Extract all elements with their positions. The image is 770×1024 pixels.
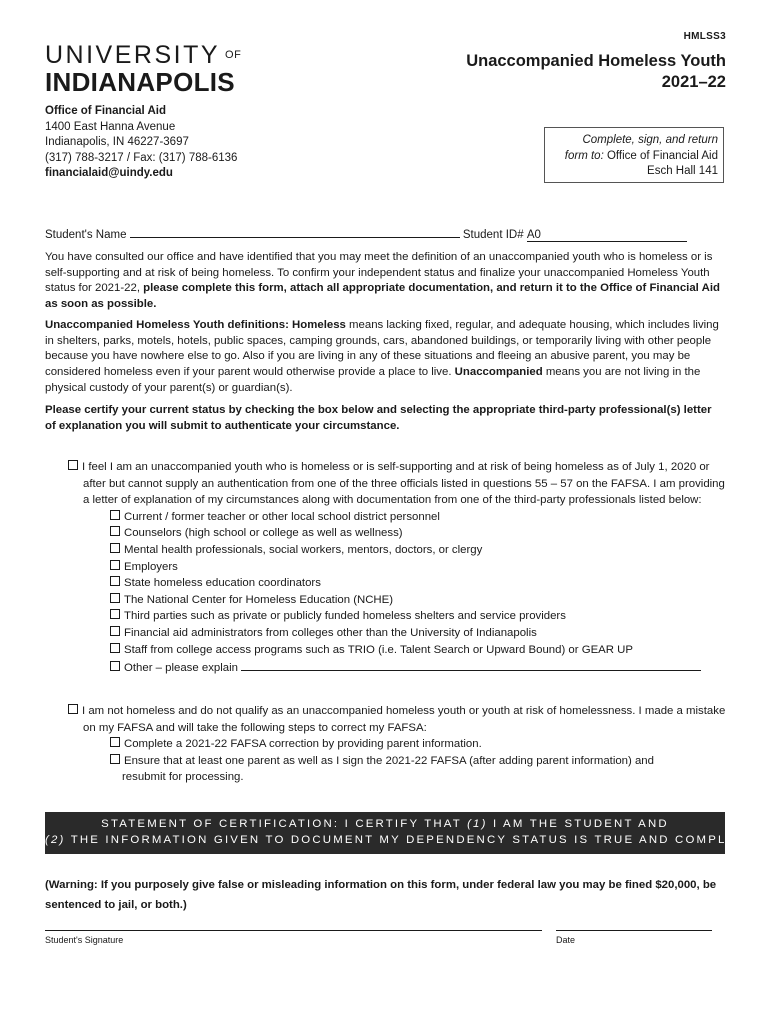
list-item: Financial aid administrators from colleges other than the University of Indianapolis (68, 625, 728, 642)
option2-text: I am not homeless and do not qualify as an unaccompanied homeless youth or youth at risk of homelessness. I made a mistake on my FAFSA and will take the following steps to correct my FAFSA: (82, 705, 726, 734)
option2-step1: Complete a 2021-22 FAFSA correction by providing parent information. (124, 738, 482, 751)
student-name-field[interactable] (130, 225, 460, 238)
office-street: 1400 East Hanna Avenue (45, 120, 176, 133)
student-id-prefix: A0 (526, 229, 541, 241)
professional-checkbox[interactable] (110, 593, 120, 603)
professional-checkbox[interactable] (110, 643, 120, 653)
office-city: Indianapolis, IN 46227-3697 (45, 136, 189, 149)
logo-of-text: OF (225, 49, 242, 61)
other-explain-field[interactable] (241, 658, 701, 671)
date-line[interactable] (556, 930, 712, 931)
professional-checkbox[interactable] (110, 626, 120, 636)
return-line2-prefix: form to: (564, 149, 607, 162)
student-info-row (45, 225, 722, 242)
not-homeless-checkbox[interactable] (68, 704, 78, 714)
return-line3: Esch Hall 141 (647, 165, 718, 177)
date-label: Date (556, 935, 576, 945)
certify-instruction: Please certify your current status by checking the box below and selecting the appropriate third-party professional(s) letter of explanation you will submit to authenticate your circumstance. (45, 404, 712, 432)
definitions-paragraph (45, 318, 725, 397)
definitions-homeless: means lacking fixed, regular, and adequate housing, which includes living in shelters, parks, motels, hotels, public spaces, camping grounds, cars, abandoned buildings, or temporarily living with other people because you have nowhere else to go. Also if you are living in any of these situations and fleeing an abusive parent, you may be considered homeless even if your parent would otherwise provide a place to live. (45, 319, 719, 379)
office-address-block (45, 104, 237, 182)
definitions-unaccompanied: means you are not living in the physical custody of your parent(s) or guardian(s). (45, 366, 701, 394)
professional-checkbox[interactable] (110, 510, 120, 520)
list-item: Counselors (high school or college as well as wellness) (68, 525, 728, 542)
list-item: Staff from college access programs such as TRIO (i.e. Talent Search or Upward Bound) or GEAR UP (68, 642, 728, 659)
option-homeless-youth (68, 459, 728, 677)
intro-bold-text: please complete this form, attach all appropriate documentation, and return it to the Office of Financial Aid as soon as possible. (45, 282, 720, 311)
parent-sign-checkbox[interactable] (110, 754, 120, 764)
return-instructions-box (544, 127, 724, 183)
list-item: Employers (68, 559, 728, 576)
professional-checkbox[interactable] (110, 609, 120, 619)
certification-banner: STATEMENT OF CERTIFICATION: I CERTIFY THAT (1) I AM THE STUDENT AND (2) THE INFORMATION GIVEN TO DOCUMENT MY DEPENDENCY STATUS IS TRUE AND COMPLETE (45, 812, 725, 854)
intro-paragraph (45, 250, 725, 313)
list-item: Third parties such as private or publicly funded homeless shelters and service providers (68, 608, 728, 625)
student-signature-line[interactable] (45, 930, 542, 931)
definitions-lead: Unaccompanied Homeless Youth definitions: Homeless (45, 319, 346, 331)
option2-step2-line1: Ensure that at least one parent as well as I sign the 2021-22 FAFSA (after adding parent information) and (124, 754, 654, 767)
professional-checkbox[interactable] (110, 576, 120, 586)
logo-university-text: UNIVERSITY (45, 41, 221, 69)
option-not-homeless (68, 703, 728, 786)
student-signature-label: Student's Signature (45, 935, 124, 945)
form-code: HMLSS3 (683, 31, 726, 42)
other-checkbox[interactable] (110, 661, 120, 671)
form-title-line1: Unaccompanied Homeless Youth (466, 52, 726, 70)
logo-indianapolis-text: INDIANAPOLIS (45, 67, 235, 97)
definitions-unaccompanied-label: Unaccompanied (454, 366, 543, 379)
office-name: Office of Financial Aid (45, 105, 166, 117)
professional-checkbox[interactable] (110, 526, 120, 536)
other-label: Other – please explain (124, 662, 238, 675)
form-title-year: 2021–22 (661, 73, 726, 91)
list-item-other (68, 658, 728, 677)
list-item: The National Center for Homeless Education (NCHE) (68, 592, 728, 609)
homeless-youth-checkbox[interactable] (68, 460, 78, 470)
list-item: Mental health professionals, social workers, mentors, doctors, or clergy (68, 542, 728, 559)
legal-warning: (Warning: If you purposely give false or misleading information on this form, under federal law you may be fined $20,000, be sentenced to jail, or both.) (45, 879, 717, 911)
office-phone: (317) 788-3217 / Fax: (317) 788-6136 (45, 151, 238, 164)
student-name-label: Student's Name (45, 229, 127, 241)
university-logo (45, 42, 241, 96)
return-line1: Complete, sign, and return (582, 134, 718, 146)
option2-step2-line2: resubmit for processing. (122, 771, 244, 784)
intro-text: You have consulted our office and have identified that you may meet the definition of an unaccompanied youth who is homeless or is self-supporting and at risk of being homeless. To confirm your independent status and finalize your unaccompanied Homeless Youth status for 2021-22, (45, 251, 713, 295)
student-id-field[interactable] (527, 229, 687, 242)
student-id-label: Student ID# (462, 229, 524, 241)
fafsa-correction-checkbox[interactable] (110, 737, 120, 747)
list-item: State homeless education coordinators (68, 575, 728, 592)
option1-text: I feel I am an unaccompanied youth who is homeless or is self-supporting and at risk of being homeless as of July 1, 2020 or after but cannot supply an authentication from one of the three officials listed in questions 55 – 57 on the FAFSA. I am providing a letter of explanation of my circumstances along with documentation from one of the third-party professionals listed below: (82, 461, 725, 507)
return-line2-office: Office of Financial Aid (606, 149, 718, 162)
professionals-list (68, 509, 728, 677)
list-item: Current / former teacher or other local school district personnel (68, 509, 728, 526)
professional-checkbox[interactable] (110, 543, 120, 553)
form-title (466, 51, 726, 93)
office-email: financialaid@uindy.edu (45, 167, 173, 180)
professional-checkbox[interactable] (110, 560, 120, 570)
